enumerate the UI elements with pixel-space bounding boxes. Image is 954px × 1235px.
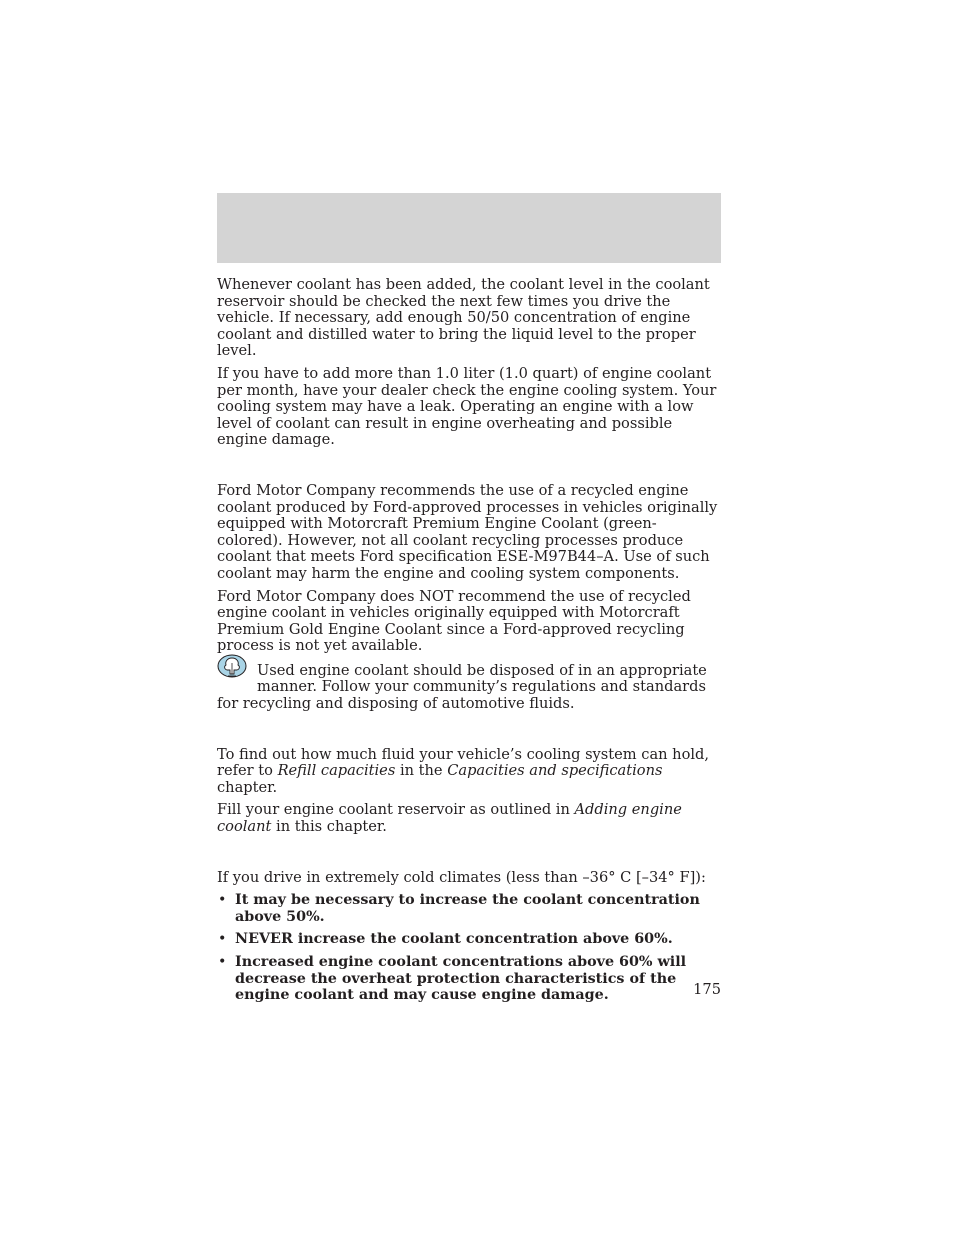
cold-climate-intro: If you drive in extremely cold climates (less than –36° C [–34° F]): [217, 868, 706, 886]
fill-text-a: Fill your engine coolant reservoir as outlined in [217, 801, 575, 819]
coolant-check-paragraph: Whenever coolant has been added, the coolant level in the coolant reservoir should be checked the next few times you drive the vehicle. If necessary, add enough 50/50 concentration of engine coolant and distilled water to bring the liquid level to the proper level. [217, 276, 710, 360]
page-content [217, 277, 721, 1010]
fill-text-b: in this chapter. [271, 818, 387, 836]
coolant-leak-paragraph: If you have to add more than 1.0 liter (1.0 quart) of engine coolant per month, have your dealer check the engine cooling system. Your cooling system may have a leak. Operating an engine with a low level of coolant can result in engine overheating and possible engine damage. [217, 364, 717, 449]
list-item: • NEVER increase the coolant concentration above 60%. [217, 931, 721, 948]
gold-coolant-paragraph: Ford Motor Company does NOT recommend the use of recycled engine coolant in vehicles originally equipped with Motorcraft Premium Gold Engine Coolant since a Ford-approved recycling process is not yet available. [217, 587, 691, 655]
capacity-text-c: chapter. [217, 778, 278, 796]
recycled-coolant-paragraph: Ford Motor Company recommends the use of a recycled engine coolant produced by Ford-approved processes in vehicles originally equipped with Motorcraft Premium Engine Coolant (green-colored). However, not all coolant recycling processes produce coolant that meets Ford specification ESE-M97B44–A. Use of such coolant may harm the engine and cooling system components. [217, 481, 718, 582]
section-gap [217, 455, 721, 483]
section-gap [217, 719, 721, 747]
recycle-tree-icon [217, 654, 247, 680]
section-gap [217, 842, 721, 870]
capacity-text-a: To find out how much fluid your vehicle’s cooling system can hold, refer to [217, 745, 710, 780]
capacity-paragraph [217, 747, 721, 797]
list-item: • It may be necessary to increase the coolant concentration above 50%. [217, 892, 721, 925]
environment-note [217, 663, 721, 713]
list-item: • Increased engine coolant concentrations above 60% will decrease the overheat protection characteristics of the engine coolant and may cause engine damage. [217, 954, 721, 1004]
page-number: 175 [693, 981, 721, 998]
capacities-specs-ref: Capacities and specifications [447, 762, 663, 780]
header-band [217, 193, 721, 263]
environment-note-text: Used engine coolant should be disposed of in an appropriate manner. Follow your community’s regulations and standards for recycling and disposing of automotive fluids. [217, 661, 707, 713]
refill-capacities-ref: Refill capacities [277, 762, 396, 780]
fill-reservoir-paragraph [217, 802, 721, 835]
capacity-text-b: in the [395, 762, 448, 780]
adding-coolant-ref: Adding engine coolant [217, 801, 682, 836]
